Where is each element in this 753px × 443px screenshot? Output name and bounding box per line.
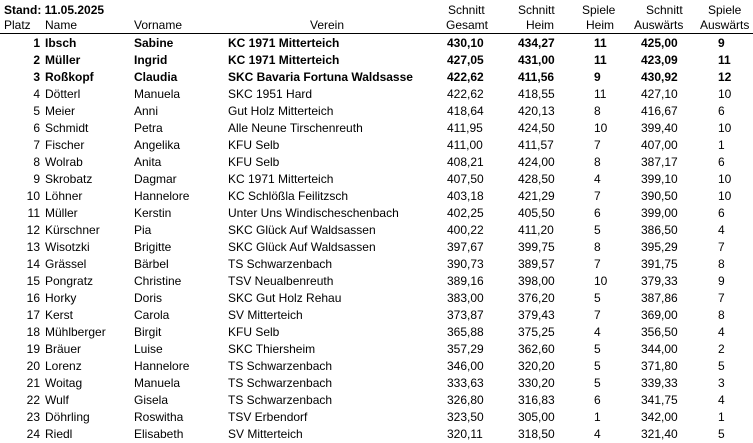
table-row xyxy=(0,69,753,86)
spiele-heim-cell: 5 xyxy=(594,376,601,390)
schnitt-auswaerts-cell: 387,86 xyxy=(641,291,678,305)
schnitt-heim-cell: 362,60 xyxy=(518,342,555,356)
spiele-heim-cell: 5 xyxy=(594,342,601,356)
header-gesamt-1: Schnitt xyxy=(448,3,485,17)
schnitt-auswaerts-cell: 407,00 xyxy=(641,138,678,152)
schnitt-auswaerts-cell: 344,00 xyxy=(641,342,678,356)
schnitt-heim-cell: 379,43 xyxy=(518,308,555,322)
table-row xyxy=(0,426,753,443)
platz-cell: 8 xyxy=(33,155,40,169)
spiele-auswaerts-cell: 8 xyxy=(718,308,725,322)
verein-cell: KC 1971 Mitterteich xyxy=(228,53,340,67)
schnitt-auswaerts-cell: 369,00 xyxy=(641,308,678,322)
spiele-heim-cell: 10 xyxy=(594,121,608,135)
spiele-auswaerts-cell: 11 xyxy=(718,53,731,67)
schnitt-heim-cell: 316,83 xyxy=(518,393,555,407)
schnitt-gesamt-cell: 418,64 xyxy=(447,104,484,118)
vorname-cell: Gisela xyxy=(134,393,169,407)
table-row xyxy=(0,188,753,205)
schnitt-heim-cell: 320,20 xyxy=(518,359,555,373)
schnitt-auswaerts-cell: 430,92 xyxy=(641,70,678,84)
schnitt-gesamt-cell: 411,95 xyxy=(447,121,483,135)
header-aus-1: Schnitt xyxy=(646,3,683,17)
schnitt-heim-cell: 399,75 xyxy=(518,240,555,254)
schnitt-auswaerts-cell: 427,10 xyxy=(641,87,678,101)
verein-cell: SKC 1951 Hard xyxy=(228,87,313,101)
spiele-auswaerts-cell: 4 xyxy=(718,325,725,339)
verein-cell: TSV Erbendorf xyxy=(228,410,308,424)
header-aus-2: Auswärts xyxy=(634,18,684,32)
schnitt-gesamt-cell: 408,21 xyxy=(447,155,484,169)
spiele-heim-cell: 11 xyxy=(594,36,607,50)
spiele-heim-cell: 7 xyxy=(594,138,601,152)
spiele-heim-cell: 9 xyxy=(594,70,601,84)
ranking-table xyxy=(0,35,753,443)
table-row xyxy=(0,341,753,358)
platz-cell: 14 xyxy=(26,257,40,271)
schnitt-auswaerts-cell: 371,80 xyxy=(641,359,678,373)
vorname-cell: Doris xyxy=(134,291,163,305)
platz-cell: 20 xyxy=(26,359,40,373)
name-cell: Pongratz xyxy=(45,274,94,288)
spiele-auswaerts-cell: 7 xyxy=(718,240,725,254)
schnitt-heim-cell: 375,25 xyxy=(518,325,555,339)
verein-cell: TS Schwarzenbach xyxy=(228,393,333,407)
name-cell: Wulf xyxy=(45,393,69,407)
table-row xyxy=(0,103,753,120)
vorname-cell: Hannelore xyxy=(134,359,190,373)
vorname-cell: Ingrid xyxy=(134,53,168,67)
verein-cell: KC 1971 Mitterteich xyxy=(228,36,340,50)
name-cell: Roßkopf xyxy=(45,70,94,84)
schnitt-gesamt-cell: 333,63 xyxy=(447,376,484,390)
platz-cell: 4 xyxy=(33,87,40,101)
spiele-auswaerts-cell: 5 xyxy=(718,427,725,441)
schnitt-auswaerts-cell: 356,50 xyxy=(641,325,678,339)
spiele-heim-cell: 4 xyxy=(594,172,601,186)
name-cell: Grässel xyxy=(45,257,87,271)
spiele-auswaerts-cell: 2 xyxy=(718,342,725,356)
platz-cell: 12 xyxy=(26,223,40,237)
schnitt-heim-cell: 405,50 xyxy=(518,206,555,220)
verein-cell: TS Schwarzenbach xyxy=(228,376,333,390)
verein-cell: SV Mitterteich xyxy=(228,308,303,322)
schnitt-gesamt-cell: 373,87 xyxy=(447,308,484,322)
platz-cell: 11 xyxy=(27,206,40,220)
schnitt-gesamt-cell: 383,00 xyxy=(447,291,484,305)
schnitt-gesamt-cell: 411,00 xyxy=(447,138,483,152)
name-cell: Müller xyxy=(45,53,81,67)
verein-cell: SV Mitterteich xyxy=(228,427,303,441)
verein-cell: Gut Holz Mitterteich xyxy=(228,104,334,118)
platz-cell: 10 xyxy=(26,189,40,203)
platz-cell: 22 xyxy=(26,393,40,407)
vorname-cell: Petra xyxy=(134,121,163,135)
platz-cell: 2 xyxy=(33,53,40,67)
header-heim-1: Schnitt xyxy=(518,3,555,17)
spiele-auswaerts-cell: 4 xyxy=(718,393,725,407)
schnitt-heim-cell: 424,50 xyxy=(518,121,555,135)
schnitt-heim-cell: 411,20 xyxy=(518,223,554,237)
schnitt-heim-cell: 428,50 xyxy=(518,172,555,186)
spiele-heim-cell: 1 xyxy=(594,410,601,424)
name-cell: Mühlberger xyxy=(45,325,106,339)
schnitt-auswaerts-cell: 416,67 xyxy=(641,104,678,118)
schnitt-gesamt-cell: 346,00 xyxy=(447,359,484,373)
verein-cell: SKC Bavaria Fortuna Waldsasse xyxy=(228,70,413,84)
header-spiele-heim-1: Spiele xyxy=(582,3,616,17)
table-row xyxy=(0,120,753,137)
vorname-cell: Claudia xyxy=(134,70,178,84)
table-row xyxy=(0,222,753,239)
schnitt-heim-cell: 418,55 xyxy=(518,87,555,101)
name-cell: Müller xyxy=(45,206,78,220)
spiele-heim-cell: 8 xyxy=(594,240,601,254)
schnitt-heim-cell: 398,00 xyxy=(518,274,555,288)
schnitt-gesamt-cell: 357,29 xyxy=(447,342,484,356)
name-cell: Kürschner xyxy=(45,223,100,237)
table-row xyxy=(0,35,753,52)
verein-cell: SKC Thiersheim xyxy=(228,342,316,356)
spiele-auswaerts-cell: 10 xyxy=(718,172,732,186)
table-row xyxy=(0,358,753,375)
platz-cell: 3 xyxy=(33,70,40,84)
spiele-heim-cell: 5 xyxy=(594,291,601,305)
schnitt-gesamt-cell: 326,80 xyxy=(447,393,484,407)
schnitt-auswaerts-cell: 395,29 xyxy=(641,240,678,254)
verein-cell: KFU Selb xyxy=(228,325,280,339)
schnitt-auswaerts-cell: 399,40 xyxy=(641,121,678,135)
schnitt-auswaerts-cell: 423,09 xyxy=(641,53,678,67)
schnitt-auswaerts-cell: 342,00 xyxy=(641,410,678,424)
platz-cell: 15 xyxy=(26,274,40,288)
name-cell: Meier xyxy=(45,104,76,118)
verein-cell: TSV Neualbenreuth xyxy=(228,274,334,288)
spiele-auswaerts-cell: 4 xyxy=(718,223,725,237)
platz-cell: 16 xyxy=(26,291,40,305)
vorname-cell: Elisabeth xyxy=(134,427,184,441)
schnitt-auswaerts-cell: 399,00 xyxy=(641,206,678,220)
spiele-auswaerts-cell: 9 xyxy=(718,36,725,50)
spiele-auswaerts-cell: 9 xyxy=(718,274,725,288)
spiele-heim-cell: 5 xyxy=(594,223,601,237)
name-cell: Horky xyxy=(45,291,77,305)
header-spiele-aus-2: Auswärts xyxy=(700,18,750,32)
spiele-heim-cell: 8 xyxy=(594,155,601,169)
spiele-auswaerts-cell: 7 xyxy=(718,291,725,305)
schnitt-auswaerts-cell: 379,33 xyxy=(641,274,678,288)
name-cell: Fischer xyxy=(45,138,85,152)
spiele-auswaerts-cell: 3 xyxy=(718,376,725,390)
vorname-cell: Dagmar xyxy=(134,172,177,186)
vorname-cell: Kerstin xyxy=(134,206,172,220)
vorname-cell: Birgit xyxy=(134,325,162,339)
spiele-auswaerts-cell: 10 xyxy=(718,87,732,101)
spiele-heim-cell: 6 xyxy=(594,206,601,220)
schnitt-auswaerts-cell: 399,10 xyxy=(641,172,678,186)
header-verein: Verein xyxy=(310,18,345,32)
vorname-cell: Carola xyxy=(134,308,170,322)
spiele-heim-cell: 5 xyxy=(594,359,601,373)
table-row xyxy=(0,375,753,392)
name-cell: Bräuer xyxy=(45,342,82,356)
schnitt-gesamt-cell: 422,62 xyxy=(447,70,484,84)
schnitt-heim-cell: 305,00 xyxy=(518,410,555,424)
table-row xyxy=(0,205,753,222)
table-row xyxy=(0,171,753,188)
vorname-cell: Bärbel xyxy=(134,257,169,271)
name-cell: Skrobatz xyxy=(45,172,93,186)
name-cell: Riedl xyxy=(45,427,73,441)
platz-cell: 7 xyxy=(33,138,40,152)
schnitt-auswaerts-cell: 321,40 xyxy=(641,427,678,441)
spiele-heim-cell: 8 xyxy=(594,104,601,118)
table-row xyxy=(0,154,753,171)
schnitt-gesamt-cell: 407,50 xyxy=(447,172,484,186)
schnitt-heim-cell: 420,13 xyxy=(518,104,555,118)
table-row xyxy=(0,256,753,273)
name-cell: Schmidt xyxy=(45,121,89,135)
schnitt-auswaerts-cell: 339,33 xyxy=(641,376,678,390)
schnitt-gesamt-cell: 400,22 xyxy=(447,223,484,237)
schnitt-heim-cell: 411,56 xyxy=(518,70,555,84)
platz-cell: 24 xyxy=(26,427,40,441)
spiele-auswaerts-cell: 1 xyxy=(718,138,725,152)
schnitt-gesamt-cell: 403,18 xyxy=(447,189,484,203)
header-divider xyxy=(0,33,753,34)
vorname-cell: Brigitte xyxy=(134,240,172,254)
spiele-auswaerts-cell: 10 xyxy=(718,121,732,135)
table-row xyxy=(0,409,753,426)
spiele-auswaerts-cell: 10 xyxy=(718,189,732,203)
platz-cell: 18 xyxy=(26,325,40,339)
verein-cell: KFU Selb xyxy=(228,138,280,152)
schnitt-gesamt-cell: 422,62 xyxy=(447,87,484,101)
stand-date: Stand: 11.05.2025 xyxy=(4,3,105,17)
spiele-auswaerts-cell: 5 xyxy=(718,359,725,373)
verein-cell: SKC Glück Auf Waldsassen xyxy=(228,223,376,237)
table-row xyxy=(0,86,753,103)
header-spiele-heim-2: Heim xyxy=(586,18,615,32)
schnitt-gesamt-cell: 427,05 xyxy=(447,53,484,67)
vorname-cell: Hannelore xyxy=(134,189,190,203)
spiele-heim-cell: 7 xyxy=(594,189,601,203)
header-heim-2: Heim xyxy=(526,18,555,32)
spiele-heim-cell: 11 xyxy=(594,53,607,67)
schnitt-heim-cell: 376,20 xyxy=(518,291,555,305)
schnitt-heim-cell: 318,50 xyxy=(518,427,555,441)
spiele-heim-cell: 7 xyxy=(594,308,601,322)
schnitt-auswaerts-cell: 391,75 xyxy=(641,257,678,271)
spiele-auswaerts-cell: 6 xyxy=(718,155,725,169)
table-row xyxy=(0,290,753,307)
vorname-cell: Luise xyxy=(134,342,163,356)
platz-cell: 9 xyxy=(33,172,40,186)
verein-cell: TS Schwarzenbach xyxy=(228,359,333,373)
verein-cell: KC Schlößla Feilitzsch xyxy=(228,189,349,203)
schnitt-heim-cell: 424,00 xyxy=(518,155,555,169)
verein-cell: TS Schwarzenbach xyxy=(228,257,333,271)
schnitt-auswaerts-cell: 425,00 xyxy=(641,36,678,50)
schnitt-gesamt-cell: 390,73 xyxy=(447,257,484,271)
vorname-cell: Sabine xyxy=(134,36,174,50)
spiele-heim-cell: 10 xyxy=(594,274,608,288)
name-cell: Dötterl xyxy=(45,87,81,101)
spiele-heim-cell: 6 xyxy=(594,393,601,407)
platz-cell: 5 xyxy=(33,104,40,118)
table-row xyxy=(0,324,753,341)
table-row xyxy=(0,392,753,409)
schnitt-auswaerts-cell: 387,17 xyxy=(641,155,678,169)
table-row xyxy=(0,239,753,256)
schnitt-auswaerts-cell: 386,50 xyxy=(641,223,678,237)
schnitt-heim-cell: 389,57 xyxy=(518,257,555,271)
spiele-heim-cell: 7 xyxy=(594,257,601,271)
name-cell: Kerst xyxy=(45,308,74,322)
spiele-heim-cell: 4 xyxy=(594,325,601,339)
spiele-auswaerts-cell: 6 xyxy=(718,206,725,220)
vorname-cell: Manuela xyxy=(134,376,181,390)
verein-cell: KFU Selb xyxy=(228,155,280,169)
platz-cell: 13 xyxy=(26,240,40,254)
platz-cell: 23 xyxy=(26,410,40,424)
schnitt-gesamt-cell: 320,11 xyxy=(447,427,483,441)
vorname-cell: Manuela xyxy=(134,87,181,101)
table-row xyxy=(0,273,753,290)
spiele-heim-cell: 4 xyxy=(594,427,601,441)
schnitt-auswaerts-cell: 341,75 xyxy=(641,393,678,407)
schnitt-gesamt-cell: 430,10 xyxy=(447,36,484,50)
spiele-auswaerts-cell: 6 xyxy=(718,104,725,118)
header-vorname: Vorname xyxy=(134,18,183,32)
vorname-cell: Pia xyxy=(134,223,152,237)
name-cell: Wisotzki xyxy=(45,240,90,254)
platz-cell: 17 xyxy=(26,308,40,322)
name-cell: Döhrling xyxy=(45,410,90,424)
spiele-heim-cell: 11 xyxy=(594,87,607,101)
name-cell: Ibsch xyxy=(45,36,77,50)
name-cell: Wolrab xyxy=(45,155,83,169)
schnitt-gesamt-cell: 389,16 xyxy=(447,274,484,288)
platz-cell: 21 xyxy=(26,376,40,390)
verein-cell: Alle Neune Tirschenreuth xyxy=(228,121,363,135)
table-row xyxy=(0,52,753,69)
table-row xyxy=(0,307,753,324)
name-cell: Lorenz xyxy=(45,359,82,373)
verein-cell: KC 1971 Mitterteich xyxy=(228,172,334,186)
spiele-auswaerts-cell: 12 xyxy=(718,70,732,84)
schnitt-heim-cell: 411,57 xyxy=(518,138,554,152)
verein-cell: SKC Gut Holz Rehau xyxy=(228,291,342,305)
platz-cell: 1 xyxy=(33,36,40,50)
spiele-auswaerts-cell: 1 xyxy=(718,410,725,424)
vorname-cell: Christine xyxy=(134,274,182,288)
verein-cell: Unter Uns Windischeschenbach xyxy=(228,206,399,220)
platz-cell: 6 xyxy=(33,121,40,135)
vorname-cell: Anni xyxy=(134,104,159,118)
platz-cell: 19 xyxy=(26,342,40,356)
vorname-cell: Angelika xyxy=(134,138,181,152)
spiele-auswaerts-cell: 8 xyxy=(718,257,725,271)
schnitt-heim-cell: 330,20 xyxy=(518,376,555,390)
header-name: Name xyxy=(45,18,78,32)
name-cell: Löhner xyxy=(45,189,83,203)
schnitt-gesamt-cell: 365,88 xyxy=(447,325,484,339)
schnitt-heim-cell: 431,00 xyxy=(518,53,555,67)
vorname-cell: Roswitha xyxy=(134,410,184,424)
name-cell: Woitag xyxy=(45,376,83,390)
header-gesamt-2: Gesamt xyxy=(446,18,489,32)
header-platz: Platz xyxy=(4,18,31,32)
verein-cell: SKC Glück Auf Waldsassen xyxy=(228,240,376,254)
table-row xyxy=(0,137,753,154)
vorname-cell: Anita xyxy=(134,155,162,169)
schnitt-heim-cell: 421,29 xyxy=(518,189,555,203)
header-spiele-aus-1: Spiele xyxy=(708,3,742,17)
schnitt-heim-cell: 434,27 xyxy=(518,36,555,50)
schnitt-gesamt-cell: 402,25 xyxy=(447,206,484,220)
schnitt-gesamt-cell: 323,50 xyxy=(447,410,484,424)
schnitt-gesamt-cell: 397,67 xyxy=(447,240,484,254)
schnitt-auswaerts-cell: 390,50 xyxy=(641,189,678,203)
